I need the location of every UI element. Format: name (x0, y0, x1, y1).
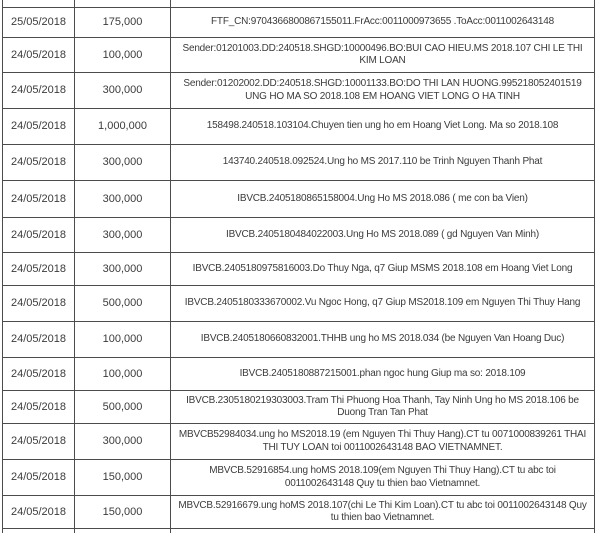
date-cell: 24/05/2018 (3, 358, 75, 391)
table-row (3, 218, 595, 253)
date-cell: 24/05/2018 (3, 218, 75, 253)
amount-cell: 300,000 (75, 145, 171, 181)
amount-cell: 300,000 (75, 424, 171, 460)
description-cell: Sender:01201003.DD:240518.SHGD:10000496.BO:BUI CAO HIEU.MS 2018.107 CHI LE THI KIM LOAN (171, 38, 595, 73)
date-cell: 24/05/2018 (3, 322, 75, 358)
date-cell: 24/05/2018 (3, 253, 75, 286)
amount-cell: 100,000 (75, 322, 171, 358)
date-cell: 25/05/2018 (3, 8, 75, 38)
description-cell: Sender:01202002.DD:240518.SHGD:10001133.BO:DO THI LAN HUONG.995218052401519 UNG HO MA SO 2018.108 EM HOANG VIET LONG O HA TINH (171, 73, 595, 109)
description-cell: MBVCB.52916854.ung hoMS 2018.109(em Nguyen Thi Thuy Hang).CT tu abc toi 0011002643148 Quy tu thien bao Vietnamnet. (171, 460, 595, 496)
empty-cell (75, 0, 171, 8)
description-cell: 158498.240518.103104.Chuyen tien ung ho em Hoang Viet Long. Ma so 2018.108 (171, 109, 595, 145)
description-cell: FTF_CN:9704366800867155011.FrAcc:0011000973655 .ToAcc:0011002643148 (171, 8, 595, 38)
amount-cell: 300,000 (75, 218, 171, 253)
date-cell: 24/05/2018 (3, 391, 75, 424)
description-cell: 143740.240518.092524.Ung ho MS 2017.110 be Trinh Nguyen Thanh Phat (171, 145, 595, 181)
amount-cell: 100,000 (75, 358, 171, 391)
empty-cell (171, 529, 595, 533)
description-cell: IBVCB.2305180219303003.Tram Thi Phuong Hoa Thanh, Tay Ninh Ung ho MS 2018.106 be Duong Tran Tan Phat (171, 391, 595, 424)
table-row (3, 322, 595, 358)
amount-cell: 150,000 (75, 496, 171, 529)
amount-cell: 100,000 (75, 38, 171, 73)
empty-cell (3, 0, 75, 8)
table-row (3, 358, 595, 391)
date-cell: 24/05/2018 (3, 424, 75, 460)
description-cell: IBVCB.2405180975816003.Do Thuy Nga, q7 Giup MSMS 2018.108 em Hoang Viet Long (171, 253, 595, 286)
partial-row (3, 0, 595, 8)
amount-cell: 500,000 (75, 391, 171, 424)
description-cell: MBVCB.52916679.ung hoMS 2018.107(chi Le Thi Kim Loan).CT tu abc toi 0011002643148 Quy tu thien bao Vietnamnet. (171, 496, 595, 529)
description-cell: IBVCB.2405180660832001.THHB ung ho MS 2018.034 (be Nguyen Van Hoang Duc) (171, 322, 595, 358)
date-cell: 24/05/2018 (3, 496, 75, 529)
date-cell: 24/05/2018 (3, 38, 75, 73)
transaction-table-body (3, 0, 595, 533)
description-cell: IBVCB.2405180333670002.Vu Ngoc Hong, q7 Giup MS2018.109 em Nguyen Thi Thuy Hang (171, 286, 595, 322)
table-row (3, 8, 595, 38)
table-row (3, 145, 595, 181)
description-cell: IBVCB.2405180865158004.Ung Ho MS 2018.086 ( me con ba Vien) (171, 181, 595, 218)
table-row (3, 253, 595, 286)
description-cell: MBVCB52984034.ung ho MS2018.19 (em Nguyen Thi Thuy Hang).CT tu 0071000839261 THAI THI TUY LOAN toi 0011002643148 BAO VIETNAMNET. (171, 424, 595, 460)
amount-cell: 500,000 (75, 286, 171, 322)
date-cell: 24/05/2018 (3, 460, 75, 496)
table-row (3, 73, 595, 109)
table-row (3, 424, 595, 460)
amount-cell: 300,000 (75, 253, 171, 286)
amount-cell: 300,000 (75, 181, 171, 218)
date-cell: 24/05/2018 (3, 286, 75, 322)
description-cell: IBVCB.2405180887215001.phan ngoc hung Giup ma so: 2018.109 (171, 358, 595, 391)
description-cell: IBVCB.2405180484022003.Ung Ho MS 2018.089 ( gd Nguyen Van Minh) (171, 218, 595, 253)
empty-cell (75, 529, 171, 533)
date-cell: 24/05/2018 (3, 181, 75, 218)
table-row (3, 38, 595, 73)
table-row (3, 286, 595, 322)
empty-cell (3, 529, 75, 533)
transaction-table (2, 0, 595, 533)
date-cell: 24/05/2018 (3, 145, 75, 181)
amount-cell: 1,000,000 (75, 109, 171, 145)
partial-row (3, 529, 595, 533)
amount-cell: 300,000 (75, 73, 171, 109)
date-cell: 24/05/2018 (3, 109, 75, 145)
table-row (3, 496, 595, 529)
amount-cell: 175,000 (75, 8, 171, 38)
date-cell: 24/05/2018 (3, 73, 75, 109)
table-row (3, 391, 595, 424)
table-row (3, 109, 595, 145)
table-row (3, 181, 595, 218)
empty-cell (171, 0, 595, 8)
table-row (3, 460, 595, 496)
amount-cell: 150,000 (75, 460, 171, 496)
